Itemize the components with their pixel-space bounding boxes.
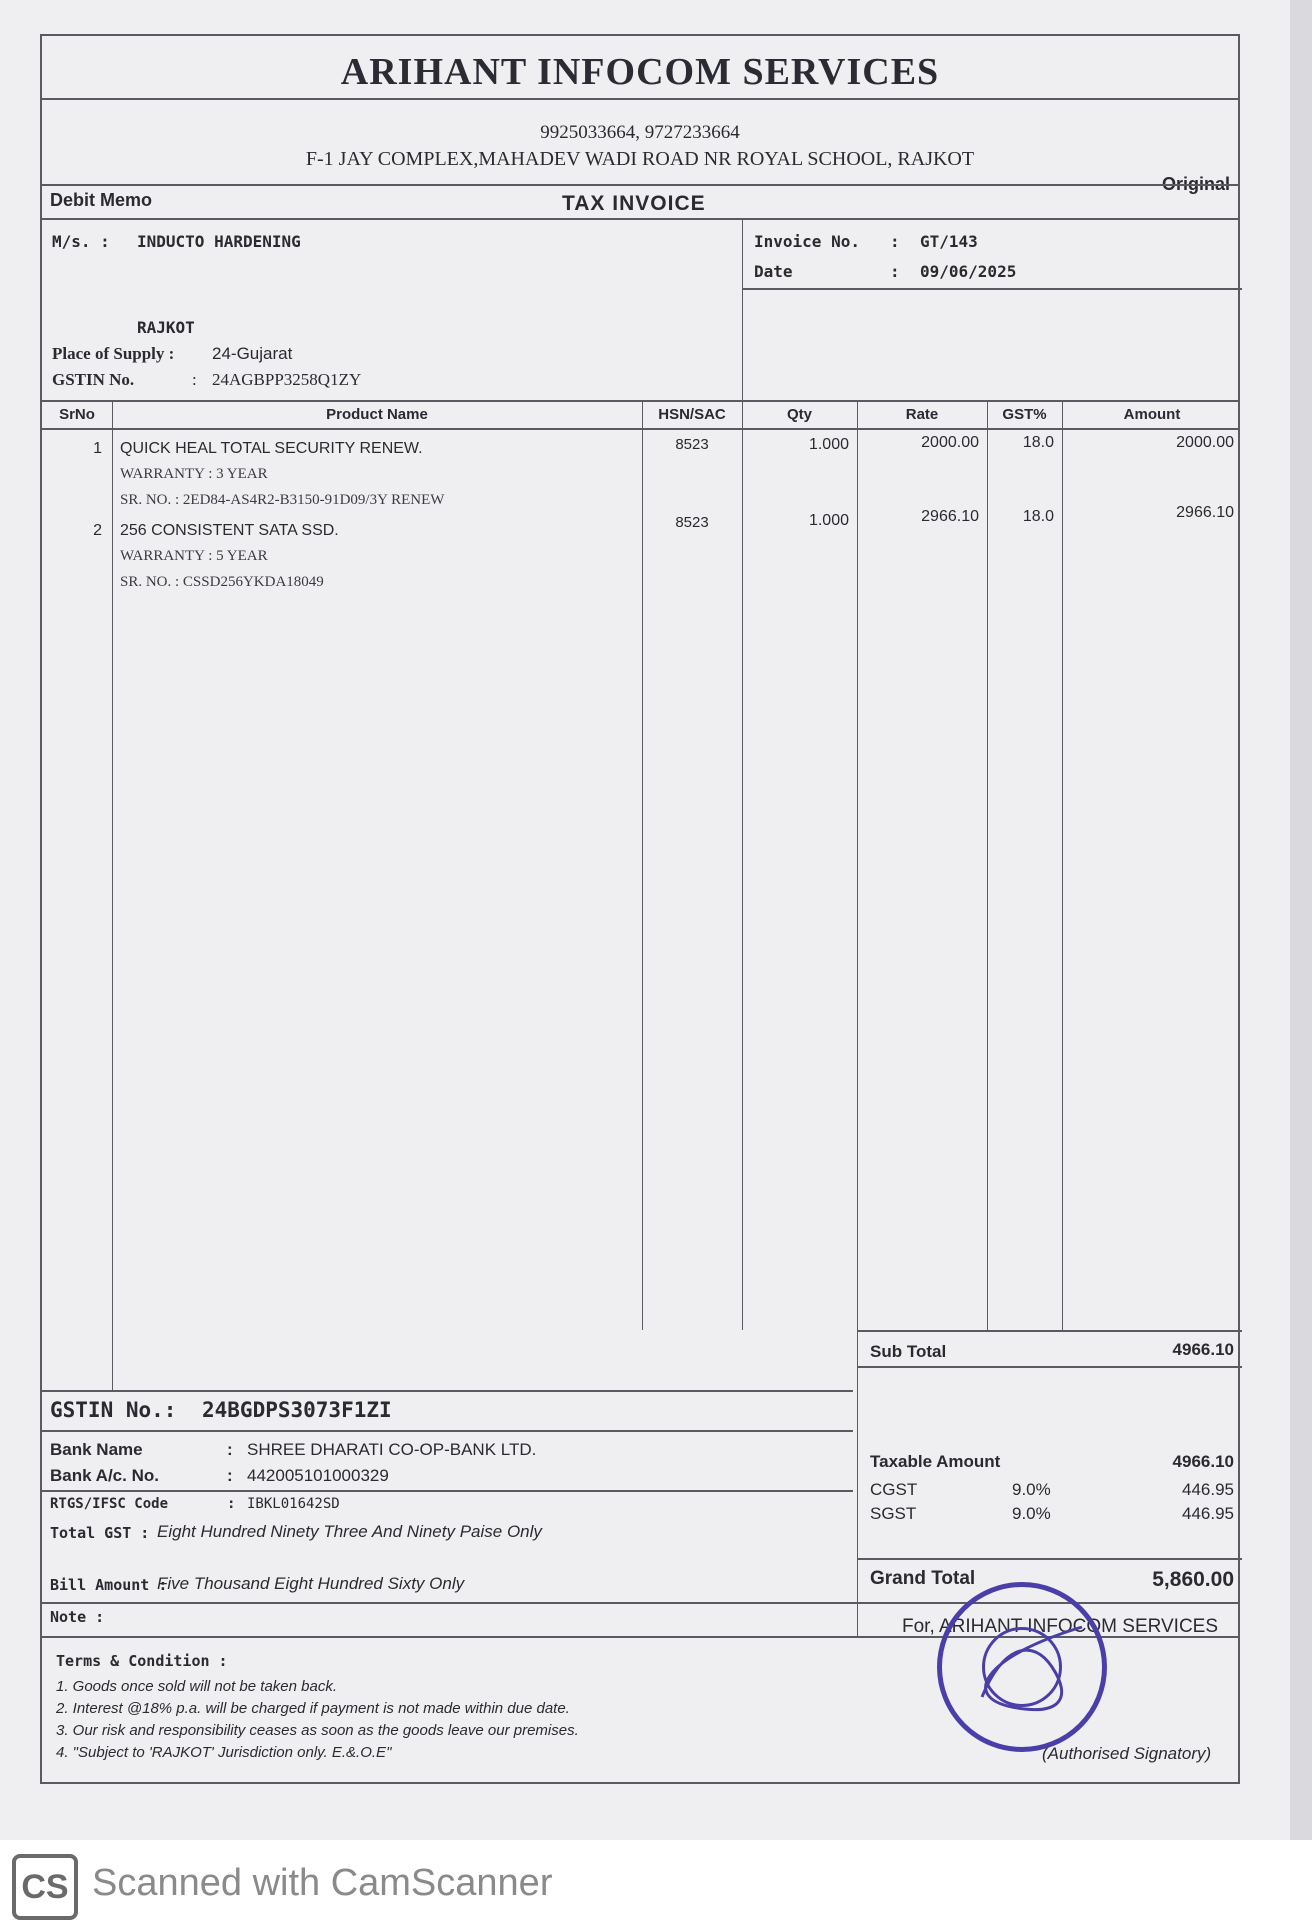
column-header-gst: GST% — [1002, 406, 1047, 423]
bank-name-label: Bank Name — [50, 1440, 143, 1459]
divider — [42, 400, 1238, 402]
sgst-label: SGST — [870, 1504, 917, 1523]
divider — [857, 1366, 1242, 1368]
row-amount: 2000.00 — [1176, 434, 1234, 451]
column-header-qty: Qty — [786, 406, 812, 423]
column-divider — [987, 400, 988, 1330]
invoice-date: 09/06/2025 — [920, 262, 1017, 281]
buyer-name: INDUCTO HARDENING — [137, 232, 301, 251]
company-phones: 9925033664, 9727233664 — [540, 122, 740, 143]
terms-item: 1. Goods once sold will not be taken back. — [56, 1678, 338, 1695]
stamp-signature-scribble — [942, 1587, 1102, 1747]
invoice-document — [40, 34, 1240, 1784]
divider — [42, 1390, 853, 1392]
buyer-gstin: 24AGBPP3258Q1ZY — [212, 370, 362, 389]
total-gst-in-words: Eight Hundred Ninety Three And Ninety Paise Only — [157, 1522, 542, 1541]
grand-total-label: Grand Total — [870, 1568, 976, 1589]
row-rate: 2966.10 — [921, 508, 979, 525]
seller-gstin-label: GSTIN No.: — [50, 1398, 177, 1422]
document-title: TAX INVOICE — [562, 192, 706, 215]
memo-label: Debit Memo — [50, 190, 153, 210]
buyer-city: RAJKOT — [137, 318, 195, 337]
divider — [42, 218, 1238, 220]
column-divider — [1062, 400, 1063, 1330]
sgst-amount: 446.95 — [1182, 1504, 1234, 1523]
taxable-amount: 4966.10 — [1172, 1452, 1234, 1471]
authorised-signatory-label: (Authorised Signatory) — [1042, 1744, 1212, 1763]
row-gst: 18.0 — [1022, 434, 1054, 451]
column-header-srno: SrNo — [59, 406, 95, 423]
bill-amount-in-words: Five Thousand Eight Hundred Sixty Only — [157, 1574, 465, 1593]
row-product-detail: WARRANTY : 3 YEAR — [120, 466, 268, 482]
row-srno: 1 — [93, 440, 102, 457]
row-qty: 1.000 — [808, 512, 849, 529]
place-of-supply: 24-Gujarat — [212, 344, 293, 363]
place-of-supply-label: Place of Supply : — [52, 344, 175, 363]
paper-edge — [1290, 0, 1312, 1840]
row-hsn: 8523 — [675, 436, 709, 453]
separator: : — [192, 370, 197, 389]
column-header-product: Product Name — [326, 406, 428, 423]
ifsc-label: RTGS/IFSC Code — [50, 1496, 169, 1512]
terms-title: Terms & Condition : — [56, 1652, 228, 1670]
row-amount: 2966.10 — [1176, 504, 1234, 521]
column-header-amount: Amount — [1123, 406, 1181, 423]
row-product-detail: SR. NO. : 2ED84-AS4R2-B3150-91D09/3Y RENEW — [120, 492, 445, 508]
taxable-amount-label: Taxable Amount — [870, 1452, 1001, 1471]
row-product-detail: SR. NO. : CSSD256YKDA18049 — [120, 574, 324, 590]
company-stamp — [937, 1582, 1107, 1752]
column-divider — [112, 400, 113, 1390]
row-qty: 1.000 — [808, 436, 849, 453]
separator: : — [227, 1440, 233, 1459]
separator: : — [890, 232, 900, 251]
divider — [742, 218, 743, 428]
separator: : — [890, 262, 900, 281]
divider — [857, 1330, 1242, 1332]
camscanner-watermark: Scanned with CamScanner — [92, 1862, 553, 1904]
copy-label: Original — [1161, 174, 1230, 194]
invoice-no-label: Invoice No. — [754, 232, 860, 251]
total-gst-label: Total GST : — [50, 1524, 150, 1542]
terms-item: 4. "Subject to 'RAJKOT' Jurisdiction only. E.&.O.E" — [56, 1744, 392, 1761]
for-company-line: For, ARIHANT INFOCOM SERVICES — [902, 1616, 1219, 1637]
invoice-number: GT/143 — [920, 232, 978, 251]
row-gst: 18.0 — [1022, 508, 1054, 525]
company-address: F-1 JAY COMPLEX,MAHADEV WADI ROAD NR ROYAL SCHOOL, RAJKOT — [305, 148, 975, 170]
ifsc-code: IBKL01642SD — [247, 1496, 340, 1512]
divider — [42, 1490, 853, 1492]
subtotal-value: 4966.10 — [1172, 1340, 1234, 1359]
row-srno: 2 — [93, 522, 102, 539]
grand-total-value: 5,860.00 — [1152, 1568, 1234, 1591]
bank-account-label: Bank A/c. No. — [50, 1466, 159, 1485]
divider — [857, 1558, 1242, 1560]
row-hsn: 8523 — [675, 514, 709, 531]
bank-account-number: 442005101000329 — [247, 1466, 389, 1485]
divider — [42, 1430, 853, 1432]
invoice-date-label: Date — [754, 262, 793, 281]
terms-item: 3. Our risk and responsibility ceases as soon as the goods leave our premises. — [56, 1722, 579, 1739]
row-product-detail: WARRANTY : 5 YEAR — [120, 548, 268, 564]
ms-label: M/s. : — [52, 232, 110, 251]
column-divider — [642, 400, 643, 1330]
divider — [742, 288, 1242, 290]
column-divider — [742, 400, 743, 1330]
cgst-amount: 446.95 — [1182, 1480, 1234, 1499]
row-product-name: 256 CONSISTENT SATA SSD. — [120, 522, 339, 539]
bill-amount-label: Bill Amount : — [50, 1576, 168, 1594]
divider — [42, 98, 1238, 100]
buyer-gstin-label: GSTIN No. — [52, 370, 135, 389]
cgst-rate: 9.0% — [1012, 1480, 1051, 1499]
column-divider — [857, 400, 858, 1636]
cgst-label: CGST — [870, 1480, 918, 1499]
seller-gstin: 24BGDPS3073F1ZI — [202, 1398, 392, 1422]
scanner-footer — [0, 1840, 1312, 1930]
divider — [42, 184, 1238, 186]
separator: : — [227, 1496, 236, 1512]
column-header-hsn: HSN/SAC — [658, 406, 726, 423]
sgst-rate: 9.0% — [1012, 1504, 1051, 1523]
note-label: Note : — [50, 1608, 105, 1626]
row-product-name: QUICK HEAL TOTAL SECURITY RENEW. — [120, 440, 423, 457]
terms-item: 2. Interest @18% p.a. will be charged if payment is not made within due date. — [56, 1700, 570, 1717]
separator: : — [227, 1466, 233, 1485]
camscanner-logo-icon: CS — [12, 1854, 78, 1920]
company-name: ARIHANT INFOCOM SERVICES — [340, 51, 940, 93]
column-header-rate: Rate — [905, 406, 939, 423]
row-rate: 2000.00 — [921, 434, 979, 451]
bank-name: SHREE DHARATI CO-OP-BANK LTD. — [247, 1440, 537, 1459]
subtotal-label: Sub Total — [870, 1342, 947, 1361]
divider — [42, 428, 1238, 430]
